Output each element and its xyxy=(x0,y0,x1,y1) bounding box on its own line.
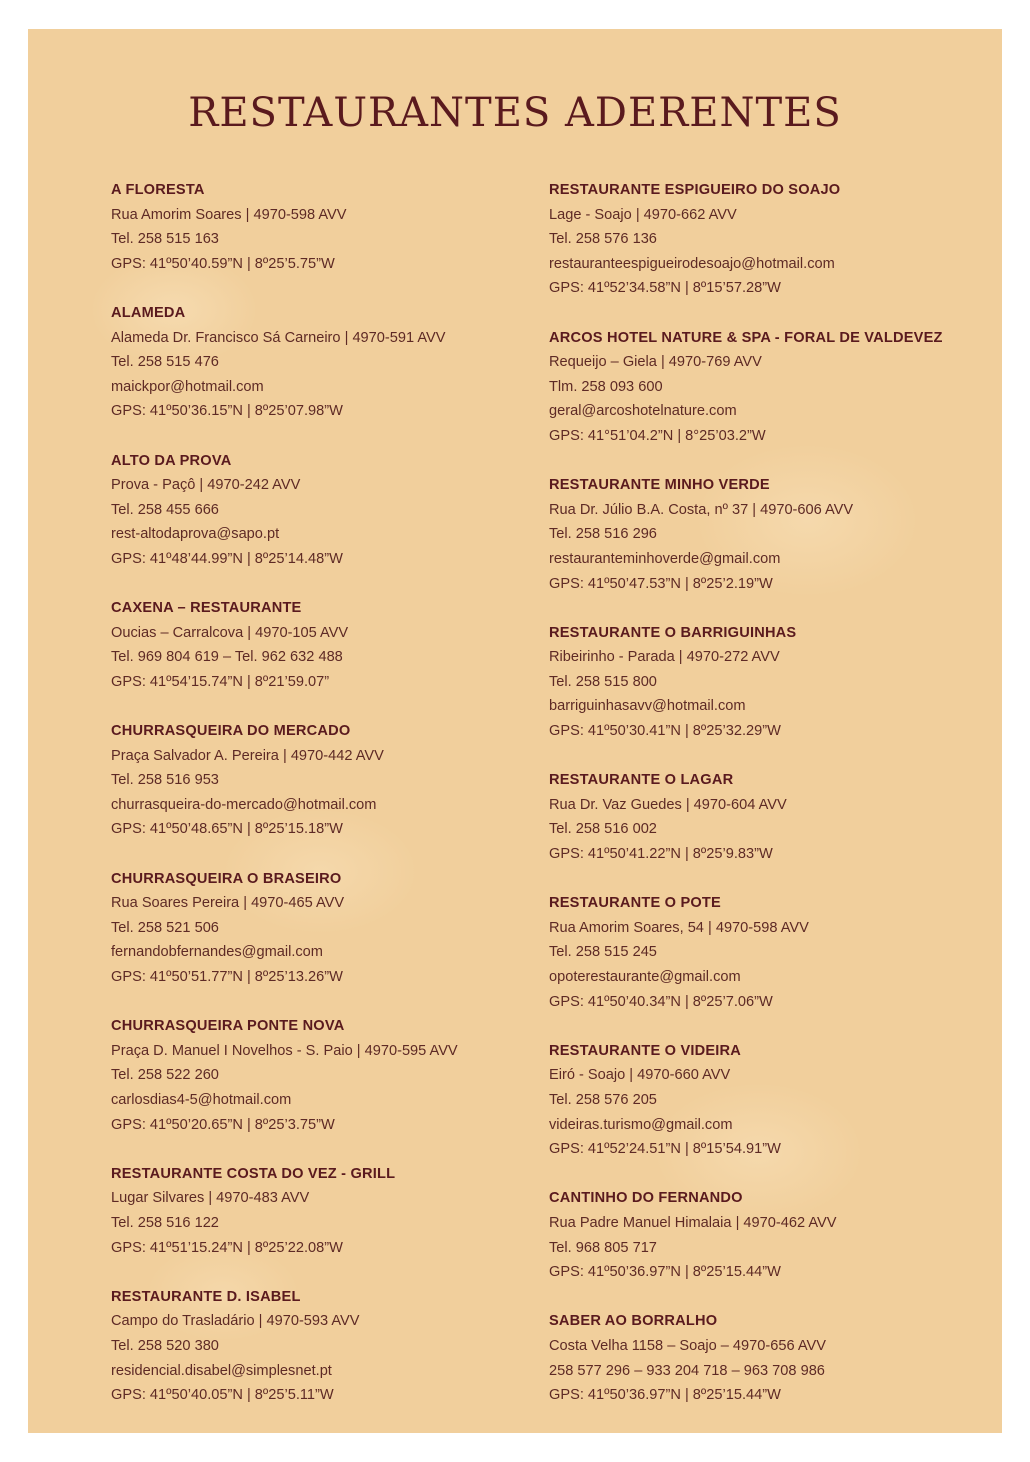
restaurant-phone: Tel. 258 521 506 xyxy=(111,919,219,936)
restaurant-entry xyxy=(549,178,989,301)
restaurant-entry xyxy=(111,1285,531,1408)
restaurant-name: CAXENA – RESTAURANTE xyxy=(111,600,302,617)
restaurant-entry xyxy=(111,596,531,694)
document-page xyxy=(28,29,1002,1433)
restaurant-address: Ribeirinho - Parada | 4970-272 AVV xyxy=(549,649,780,666)
restaurant-address: Lage - Soajo | 4970-662 AVV xyxy=(549,206,737,223)
restaurant-name: CHURRASQUEIRA PONTE NOVA xyxy=(111,1018,345,1035)
restaurant-name: CANTINHO DO FERNANDO xyxy=(549,1190,743,1207)
restaurant-address: Lugar Silvares | 4970-483 AVV xyxy=(111,1190,310,1207)
restaurant-name: RESTAURANTE MINHO VERDE xyxy=(549,477,770,494)
restaurant-name: RESTAURANTE O BARRIGUINHAS xyxy=(549,624,797,641)
restaurant-gps: GPS: 41º48’44.99”N | 8º25’14.48”W xyxy=(111,550,343,567)
restaurant-gps: GPS: 41º50’36.15”N | 8º25’07.98”W xyxy=(111,403,343,420)
restaurant-name: RESTAURANTE ESPIGUEIRO DO SOAJO xyxy=(549,182,841,198)
restaurant-email[interactable]: restauranteespigueirodesoajo@hotmail.com xyxy=(549,255,835,272)
restaurant-gps: GPS: 41º54’15.74”N | 8º21’59.07” xyxy=(111,673,330,690)
restaurant-phone: Tel. 258 515 476 xyxy=(111,354,219,371)
restaurant-entry xyxy=(549,473,989,596)
page-title: RESTAURANTES ADERENTES xyxy=(188,90,842,136)
restaurant-email[interactable]: fernandobfernandes@gmail.com xyxy=(111,944,323,961)
restaurant-phone: Tel. 258 520 380 xyxy=(111,1337,219,1354)
restaurant-gps: GPS: 41º50’20.65”N | 8º25’3.75”W xyxy=(111,1116,335,1133)
right-column xyxy=(549,178,989,1432)
restaurant-entry xyxy=(549,1039,989,1162)
restaurant-gps: GPS: 41º50’51.77”N | 8º25’13.26”W xyxy=(111,969,343,985)
restaurant-phone: Tel. 258 516 002 xyxy=(549,821,657,838)
restaurant-gps: GPS: 41º50’40.59”N | 8º25’5.75”W xyxy=(111,255,335,272)
restaurant-gps: GPS: 41º50’36.97”N | 8º25’15.44”W xyxy=(549,1264,781,1281)
restaurant-gps: GPS: 41º50’47.53”N | 8º25’2.19”W xyxy=(549,575,773,592)
restaurant-phone: Tel. 258 515 800 xyxy=(549,673,657,690)
restaurant-name: RESTAURANTE COSTA DO VEZ - GRILL xyxy=(111,1165,396,1182)
restaurant-gps: GPS: 41º50’48.65”N | 8º25’15.18”W xyxy=(111,821,343,838)
restaurant-email[interactable]: maickpor@hotmail.com xyxy=(111,378,264,395)
restaurant-address: Rua Padre Manuel Himalaia | 4970-462 AVV xyxy=(549,1214,837,1231)
restaurant-phone: Tlm. 258 093 600 xyxy=(549,378,663,395)
restaurant-name: ALTO DA PROVA xyxy=(111,452,232,469)
restaurant-entry xyxy=(111,1014,531,1137)
restaurant-entry xyxy=(549,621,989,744)
restaurant-address: Praça D. Manuel I Novelhos - S. Paio | 4970-595 AVV xyxy=(111,1042,458,1059)
restaurant-email[interactable]: carlosdias4-5@hotmail.com xyxy=(111,1091,292,1108)
restaurant-phone: Tel. 258 576 205 xyxy=(549,1091,657,1108)
restaurant-entry xyxy=(549,1309,989,1407)
restaurant-address: Costa Velha 1158 – Soajo – 4970-656 AVV xyxy=(549,1337,826,1354)
restaurant-email[interactable]: rest-altodaprova@sapo.pt xyxy=(111,526,280,543)
restaurant-name: CHURRASQUEIRA O BRASEIRO xyxy=(111,870,342,887)
restaurant-email[interactable]: barriguinhasavv@hotmail.com xyxy=(549,698,746,715)
restaurant-name: SABER AO BORRALHO xyxy=(549,1313,718,1330)
restaurant-address: Rua Amorim Soares, 54 | 4970-598 AVV xyxy=(549,919,809,936)
restaurant-entry xyxy=(111,178,531,276)
restaurant-gps: GPS: 41°51’04.2”N | 8°25’03.2”W xyxy=(549,427,766,444)
restaurant-name: ARCOS HOTEL NATURE & SPA - FORAL DE VALDEVEZ xyxy=(549,329,943,346)
restaurant-gps: GPS: 41º50’41.22”N | 8º25’9.83”W xyxy=(549,846,773,863)
restaurant-name: RESTAURANTE O LAGAR xyxy=(549,772,734,789)
restaurant-address: Requeijo – Giela | 4970-769 AVV xyxy=(549,354,762,371)
restaurant-entry xyxy=(111,719,531,842)
restaurant-gps: GPS: 41º50’40.05”N | 8º25’5.11”W xyxy=(111,1387,334,1404)
restaurant-phone: Tel. 258 455 666 xyxy=(111,501,219,518)
restaurant-entry xyxy=(549,1186,989,1284)
restaurant-entry xyxy=(111,1162,531,1260)
restaurant-phone: Tel. 258 516 296 xyxy=(549,526,657,543)
restaurant-name: ALAMEDA xyxy=(111,304,186,321)
restaurant-address: Praça Salvador A. Pereira | 4970-442 AVV xyxy=(111,747,384,764)
restaurant-entry xyxy=(549,768,989,866)
restaurant-entry xyxy=(549,891,989,1014)
restaurant-address: Rua Dr. Júlio B.A. Costa, nº 37 | 4970-606 AVV xyxy=(549,501,854,518)
restaurant-phone: Tel. 968 805 717 xyxy=(549,1239,657,1256)
restaurant-name: RESTAURANTE O VIDEIRA xyxy=(549,1042,742,1059)
restaurant-name: CHURRASQUEIRA DO MERCADO xyxy=(111,723,351,740)
restaurant-address: Campo do Trasladário | 4970-593 AVV xyxy=(111,1313,360,1330)
restaurant-phone: Tel. 258 515 163 xyxy=(111,231,219,248)
restaurant-email[interactable]: churrasqueira-do-mercado@hotmail.com xyxy=(111,796,377,813)
restaurant-gps: GPS: 41º52’34.58”N | 8º15’57.28”W xyxy=(549,280,781,297)
restaurant-phone: Tel. 258 516 953 xyxy=(111,772,219,789)
restaurant-address: Eiró - Soajo | 4970-660 AVV xyxy=(549,1067,731,1084)
restaurant-email[interactable]: opoterestaurante@gmail.com xyxy=(549,969,741,985)
restaurant-gps: GPS: 41º50’40.34”N | 8º25’7.06”W xyxy=(549,993,773,1010)
restaurant-email[interactable]: geral@arcoshotelnature.com xyxy=(549,403,737,420)
restaurant-address: Alameda Dr. Francisco Sá Carneiro | 4970-591 AVV xyxy=(111,329,446,346)
restaurant-phone: Tel. 258 516 122 xyxy=(111,1214,219,1231)
restaurant-address: Oucias – Carralcova | 4970-105 AVV xyxy=(111,624,349,641)
restaurant-address: Rua Soares Pereira | 4970-465 AVV xyxy=(111,895,345,912)
restaurant-gps: GPS: 41º50’30.41”N | 8º25’32.29”W xyxy=(549,723,781,740)
restaurant-entry xyxy=(111,449,531,572)
restaurant-address: Rua Amorim Soares | 4970-598 AVV xyxy=(111,206,347,223)
restaurant-email[interactable]: videiras.turismo@gmail.com xyxy=(549,1116,733,1133)
restaurant-name: RESTAURANTE D. ISABEL xyxy=(111,1288,301,1305)
left-column xyxy=(111,178,531,1432)
restaurant-address: Rua Dr. Vaz Guedes | 4970-604 AVV xyxy=(549,796,787,813)
restaurant-gps: GPS: 41º52’24.51”N | 8º15’54.91”W xyxy=(549,1141,781,1158)
restaurant-email[interactable]: residencial.disabel@simplesnet.pt xyxy=(111,1362,332,1379)
restaurant-entry xyxy=(549,326,989,449)
restaurant-phone: 258 577 296 – 933 204 718 – 963 708 986 xyxy=(549,1362,825,1379)
restaurant-name: A FLORESTA xyxy=(111,182,205,198)
restaurant-entry xyxy=(111,867,531,990)
restaurant-gps: GPS: 41º50’36.97”N | 8º25’15.44”W xyxy=(549,1387,781,1404)
restaurant-phone: Tel. 258 576 136 xyxy=(549,231,657,248)
restaurant-entry xyxy=(111,301,531,424)
restaurant-phone: Tel. 969 804 619 – Tel. 962 632 488 xyxy=(111,649,343,666)
restaurant-name: RESTAURANTE O POTE xyxy=(549,895,721,912)
restaurant-gps: GPS: 41º51’15.24”N | 8º25’22.08”W xyxy=(111,1239,343,1256)
restaurant-phone: Tel. 258 515 245 xyxy=(549,944,657,961)
restaurant-email[interactable]: restauranteminhoverde@gmail.com xyxy=(549,550,781,567)
restaurant-address: Prova - Paçô | 4970-242 AVV xyxy=(111,477,301,494)
restaurant-phone: Tel. 258 522 260 xyxy=(111,1067,219,1084)
